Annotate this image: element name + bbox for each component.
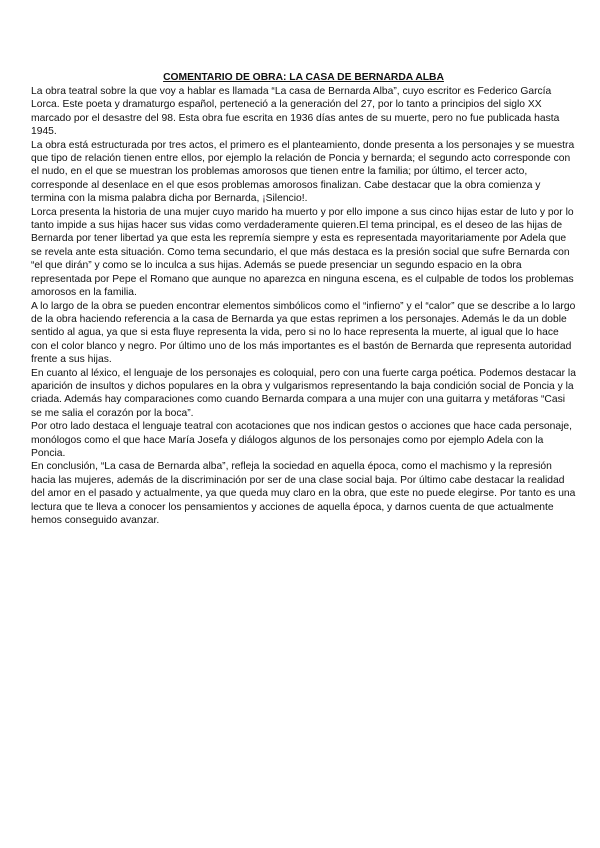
- document-title: COMENTARIO DE OBRA: LA CASA DE BERNARDA ALBA: [163, 72, 444, 83]
- paragraph-structure: La obra está estructurada por tres actos, el primero es el planteamiento, donde presenta a los personajes y se muestra que tipo de relación tienen entre ellos, por ejemplo la relación de Poncia y bernarda; el segundo acto corresponde con el nudo, en el que se muestran los problemas amorosos que tienen entre la familia; por último, el tercer acto, corresponde al desenlace en el que esos problemas amorosos finalizan. Cabe destacar que la obra comienza y termina con la misma palabra dicha por Bernarda, ¡Silencio!.: [31, 139, 575, 205]
- paragraph-introduction: La obra teatral sobre la que voy a hablar es llamada “La casa de Bernarda Alba”, cuyo escritor es Federico García Lorca. Este poeta y dramaturgo español, perteneció a la generación del 27, por lo tanto a principios del siglo XX marcado por el desastre del 98. Esta obra fue escrita en 1936 días antes de su muerte, pero no fue publicada hasta 1945.: [31, 86, 560, 138]
- document-body: [31, 71, 576, 527]
- paragraph-conclusion: En conclusión, “La casa de Bernarda alba”, refleja la sociedad en aquella época, como el machismo y la represión hacia las mujeres, además de la discriminación por ser de una clase social baja. Por último cabe destacar la realidad del amor en el pasado y actualmente, ya que queda muy claro en la obra, que este no puede elegirse. Por tanto es una lectura que te lleva a conocer los pensamientos y acciones de aquella época, y darnos cuenta de que actualmente hemos conseguido avanzar.: [31, 461, 576, 526]
- paragraph-symbols: A lo largo de la obra se pueden encontrar elementos simbólicos como el “infierno” y el “calor” que se describe a lo largo de la obra haciendo referencia a la casa de Bernarda ya que estas reprimen a los personajes. Además le da un doble sentido al agua, ya que si esta fluye representa la vida, pero si no lo hace representa la muerte, al igual que lo hace con el color blanco y negro. Por último uno de los más importantes es el bastón de Bernarda que representa autoridad frente a sus hijas.: [31, 300, 576, 366]
- paragraph-lexicon: En cuanto al léxico, el lenguaje de los personajes es coloquial, pero con una fuerte carga poética. Podemos destacar la aparición de insultos y dichos populares en la obra y vulgarismos representando la baja condición social de Poncia y la criada. Además hay comparaciones como cuando Bernarda compara a una mujer con una guitarra y metáforas “Casi se me salia el corazón por la boca”.: [31, 367, 576, 419]
- paragraph-themes: Lorca presenta la historia de una mujer cuyo marido ha muerto y por ello impone a sus cinco hijas estar de luto y por lo tanto impide a sus hijas hacer sus vidas como verdaderamente quieren.El tema principal, es el deseo de las hijas de Bernarda por tener libertad ya que esta les repremía siempre y esta es representada mayoritariamente por Adela que se revela ante esta situación. Como tema secundario, el que más destaca es la presión social que sufre Bernarda con “el que dirán” y como se lo inculca a sus hijas. Además se puede presenciar un segundo espacio en la obra representada por Pepe el Romano que aunque no aparezca en ninguna escena, es el culpable de todos los problemas amorosos en la familia.: [31, 206, 574, 299]
- paragraph-theatrical-language: Por otro lado destaca el lenguaje teatral con acotaciones que nos indican gestos o acciones que hace cada personaje, monólogos como el que hace María Josefa y diálogos algunos de los personajes como por ejemplo Adela con la Poncia.: [31, 421, 572, 459]
